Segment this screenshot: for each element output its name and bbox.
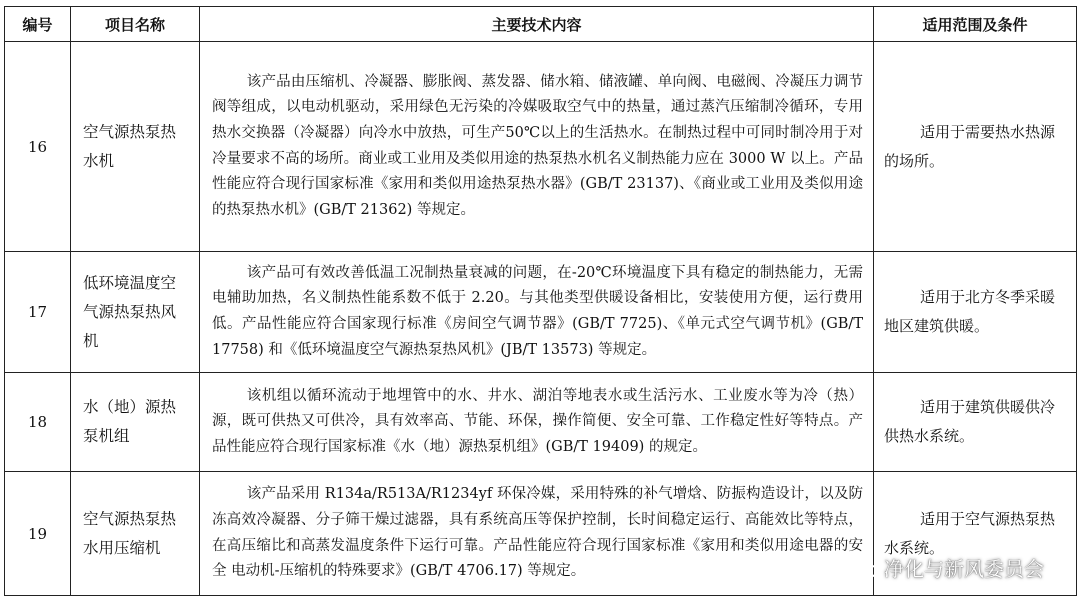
row-id: 18 [5, 373, 71, 472]
table-row [5, 373, 1077, 472]
row-content-text: 该产品由压缩机、冷凝器、膨胀阀、蒸发器、储水箱、储液罐、单向阀、电磁阀、冷凝压力调节阀等组成，以电动机驱动，采用绿色无污染的冷媒吸取空气中的热量，通过蒸汽压缩制冷循环，专用热水交换器（冷凝器）向冷水中放热，可生产50℃以上的生活热水。在制热过程中可同时制冷用于对冷量要求不高的场所。商业或工业用及类似用途的热泵热水机名义制热能力应在 3000 W 以上。产品性能应符合现行国家标准《家用和类似用途热泵热水器》(GB/T 23137)、《商业或工业用及类似用途的热泵热水机》(GB/T 21362) 等规定。 [212, 73, 863, 218]
row-name: 空气源热泵热水用压缩机 [71, 472, 200, 596]
row-scope [874, 42, 1077, 252]
header-id: 编号 [5, 7, 71, 42]
row-scope-text: 适用于建筑供暖供冷供热水系统。 [884, 398, 1056, 445]
table-header-row [5, 7, 1077, 42]
row-scope [874, 252, 1077, 373]
row-content [200, 252, 874, 373]
row-content [200, 42, 874, 252]
row-scope [874, 373, 1077, 472]
table-row [5, 42, 1077, 252]
row-content-text: 该产品可有效改善低温工况制热量衰减的问题，在-20℃环境温度下具有稳定的制热能力，无需电辅助加热，名义制热性能系数不低于 2.20。与其他类型供暖设备相比，安装使用方便，运行费用低。产品性能应符合国家现行标准《房间空气调节器》(GB/T 7725)、《单元式空气调节机》(GB/T 17758) 和《低环境温度空气源热泵热风机》(JB/T 13573) 等规定。 [212, 264, 863, 358]
row-name: 水（地）源热泵机组 [71, 373, 200, 472]
table-row [5, 252, 1077, 373]
header-scope: 适用范围及条件 [874, 7, 1077, 42]
row-scope-text: 适用于需要热水热源的场所。 [884, 122, 1056, 170]
watermark-text: 净化与新风委员会 [884, 557, 1044, 581]
row-content [200, 472, 874, 596]
row-scope-text: 适用于北方冬季采暖地区建筑供暖。 [884, 288, 1056, 335]
row-id: 17 [5, 252, 71, 373]
row-scope-text: 适用于空气源热泵热水系统。 [884, 509, 1056, 557]
row-content [200, 373, 874, 472]
header-name: 项目名称 [71, 7, 200, 42]
row-name: 空气源热泵热水机 [71, 42, 200, 252]
row-content-text: 该产品采用 R134a/R513A/R1234yf 环保冷媒，采用特殊的补气增焓、防振构造设计，以及防冻高效冷凝器、分子筛干燥过滤器，具有系统高压等保护控制，长时间稳定运行、高能效比等特点，在高压缩比和高蒸发温度条件下运行可靠。产品性能应符合现行国家标准《家用和类似用途电器的安全 电动机-压缩机的特殊要求》(GB/T 4706.17) 等规定。 [212, 486, 863, 580]
technology-table [4, 6, 1077, 596]
header-content: 主要技术内容 [200, 7, 874, 42]
row-content-text: 该机组以循环流动于地埋管中的水、井水、湖泊等地表水或生活污水、工业废水等为冷（热）源，既可供热又可供冷，具有效率高、节能、环保，操作简便、安全可靠、工作稳定性好等特点。产品性能应符合现行国家标准《水（地）源热泵机组》(GB/T 19409) 的规定。 [212, 387, 863, 455]
row-name: 低环境温度空气源热泵热风机 [71, 252, 200, 373]
row-id: 19 [5, 472, 71, 596]
row-id: 16 [5, 42, 71, 252]
wechat-icon [852, 557, 878, 579]
watermark [852, 553, 1044, 582]
